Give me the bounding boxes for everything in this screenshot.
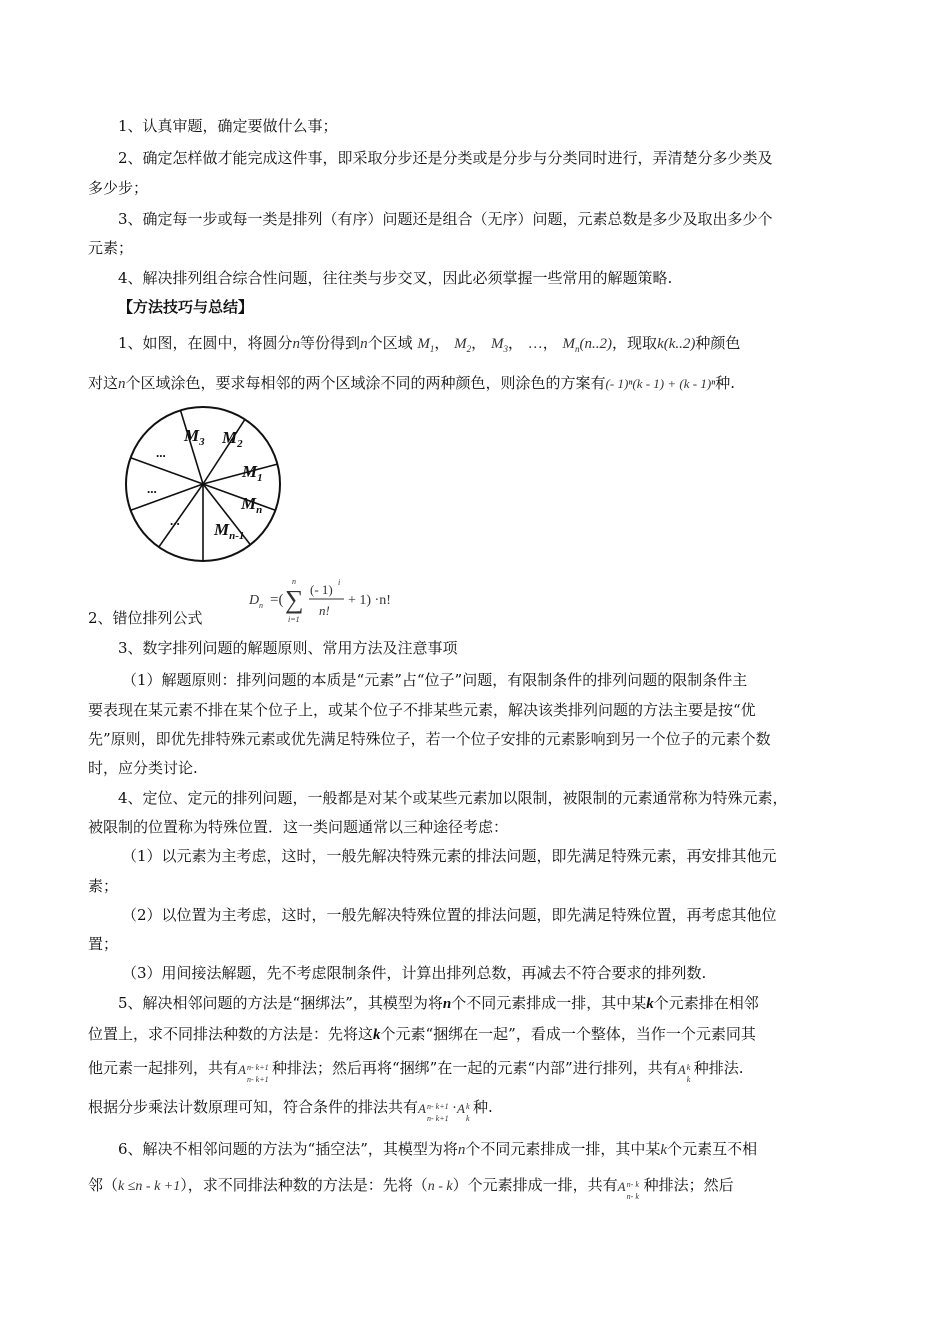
para-3-1-line-4: 时，应分类讨论. — [88, 759, 198, 777]
para-6-line-1: 6、解决不相邻问题的方法为“插空法”，其模型为将n个不同元素排成一排，其中某k个元素互不相 — [118, 1140, 758, 1158]
formula-numerator: (- 1) — [310, 582, 333, 597]
para-5-line-4: 根据分步乘法计数原理可知，符合条件的排法共有 A n- k+1 n- k+1 · A k k 种. — [88, 1098, 493, 1123]
arrangement-A-n-k-plus-1: A n- k+1 n- k+1 — [238, 1062, 269, 1084]
region-label-5: ... — [156, 445, 166, 460]
para-4-line-1: 4、定位、定元的排列问题，一般都是对某个或某些元素加以限制，被限制的元素通常称为特殊元素， — [118, 789, 788, 807]
formula-denominator: n! — [319, 603, 330, 618]
arrangement-A-n-minus-k: A n- k n- k — [617, 1179, 639, 1201]
formula-sigma: ∑ — [285, 585, 304, 614]
para-3: 3、数字排列问题的解题原则、常用方法及注意事项 — [118, 639, 458, 657]
arrangement-product-A1: A n- k+1 n- k+1 — [418, 1101, 449, 1123]
step-4: 4、解决排列组合综合性问题，往往类与步交叉，因此必须掌握一些常用的解题策略. — [118, 269, 673, 287]
region-label-3: $M_n$ — [241, 494, 263, 516]
formula-D-sub: n — [259, 601, 263, 610]
spoke-7 — [131, 484, 203, 510]
section-heading: 【方法技巧与总结】 — [118, 298, 254, 316]
para-4-3: （3）用间接法解题，先不考虑限制条件，计算出排列总数，再减去不符合要求的排列数. — [122, 964, 707, 982]
step-2-line-1: 2、确定怎样做才能完成这件事，即采取分步还是分类或是分步与分类同时进行，弄清楚分多少类及 — [118, 149, 773, 167]
region-label-1: $M_2$ — [222, 428, 243, 450]
para-4-2-line-2: 置； — [88, 935, 119, 953]
para-2: 2、错位排列公式 — [88, 609, 203, 627]
formula-D: D — [249, 593, 260, 608]
derangement-formula — [246, 572, 416, 628]
region-label-0: $M_3$ — [184, 426, 205, 448]
para-5-line-2: 位置上，求不同排法种数的方法是：先将这k个元素“捆绑在一起”，看成一个整体，当作一个元素同其 — [88, 1025, 756, 1043]
region-label-7: ... — [170, 513, 180, 528]
para-4-line-2: 被限制的位置称为特殊位置．这一类问题通常以三种途径考虑： — [88, 818, 509, 836]
region-label-6: ... — [147, 481, 157, 496]
region-label-4: $M_{n-1}$ — [214, 520, 245, 542]
region-label-2: $M_1$ — [242, 462, 263, 484]
spoke-8 — [131, 458, 203, 484]
para-4-1-line-2: 素； — [88, 877, 119, 895]
para-5-line-1: 5、解决相邻问题的方法是“捆绑法”，其模型为将n个不同元素排成一排，其中某k个元素排在相邻 — [118, 994, 759, 1012]
formula-eq: =( — [270, 592, 284, 608]
formula-sum-bottom: i=1 — [288, 615, 300, 624]
para-4-1-line-1: （1）以元素为主考虑，这时，一般先解决特殊元素的排法问题，即先满足特殊元素，再安排其他元 — [122, 847, 777, 865]
para-4-2-line-1: （2）以位置为主考虑，这时，一般先解决特殊位置的排法问题，即先满足特殊位置，再考虑其他位 — [122, 906, 777, 924]
para-1-line-1: 1、如图，在圆中，将圆分n等份得到n个区域 $M_1$， $M_2$， $M_3$， …， $M_n(n..2)$，现取k(k..2)种颜色 — [118, 334, 741, 354]
arrangement-product-A2: A k k — [457, 1101, 470, 1123]
formula-sum-top: n — [292, 577, 296, 586]
step-1: 1、认真审题，确定要做什么事； — [118, 117, 338, 135]
step-2-line-2: 多少步； — [88, 179, 149, 197]
para-3-1-line-3: 先”原则，即优先排特殊元素或优先满足特殊位子，若一个位子安排的元素影响到另一个位子的元素个数 — [88, 730, 771, 748]
formula-numerator-exp: i — [338, 578, 341, 587]
para-3-1-line-1: （1）解题原则：排列问题的本质是“元素”占“位子”问题，有限制条件的排列问题的限制条件主 — [122, 671, 748, 689]
circle-region-diagram — [122, 405, 290, 573]
spoke-6 — [159, 484, 203, 547]
para-6-line-2: 邻（k ≤n - k +1），求不同排法种数的方法是：先将（n - k）个元素排成一排，共有 A n- k n- k 种排法；然后 — [88, 1176, 734, 1201]
formula-tail: + 1) ·n! — [348, 593, 391, 608]
para-5-line-3: 他元素一起排列，共有 A n- k+1 n- k+1 种排法；然后再将“捆绑”在一起的元素“内部”进行排列，共有 A k k 种排法. — [88, 1059, 744, 1084]
para-3-1-line-2: 要表现在某元素不排在某个位子上，或某个位子不排某些元素，解决该类排列问题的方法主要是按“优 — [88, 701, 756, 719]
arrangement-A-k: A k k — [677, 1062, 691, 1084]
para-1-line-2: 对这n个区域涂色，要求每相邻的两个区域涂不同的两种颜色，则涂色的方案有(- 1)ⁿ(k - 1) + (k - 1)ⁿ种. — [88, 374, 736, 392]
step-3-line-1: 3、确定每一步或每一类是排列（有序）问题还是组合（无序）问题，元素总数是多少及取出多少个 — [118, 210, 773, 228]
step-3-line-2: 元素； — [88, 239, 134, 257]
